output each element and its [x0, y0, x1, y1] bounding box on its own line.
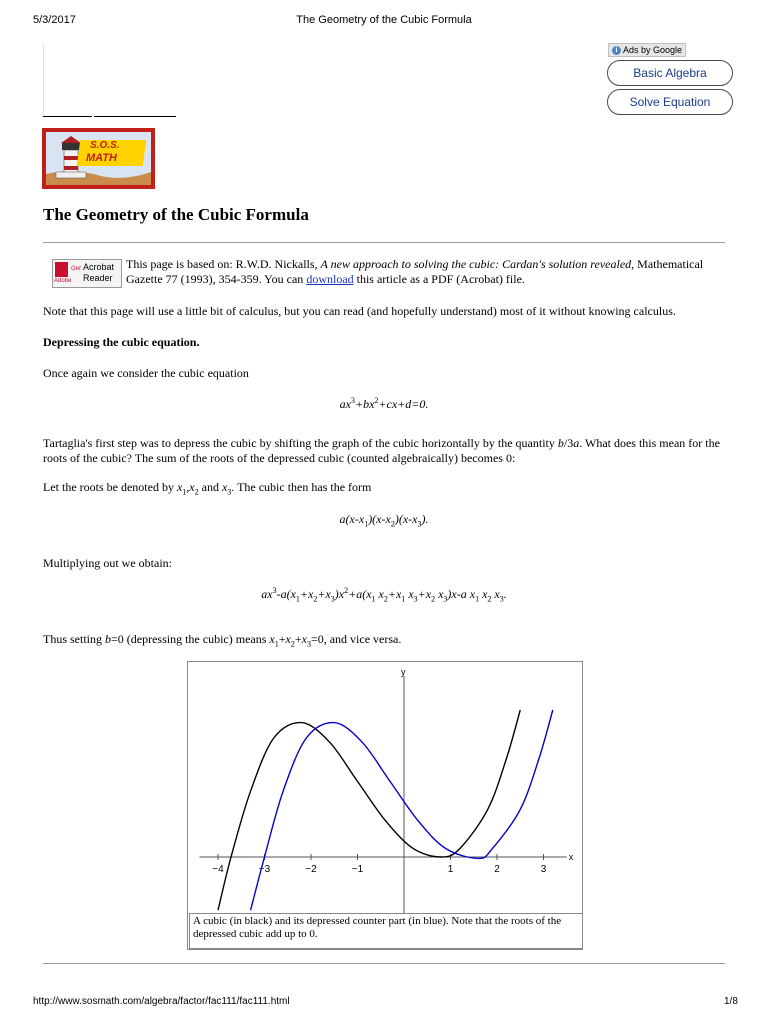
logo-text-math: MATH [86, 152, 117, 164]
paragraph-once-again: Once again we consider the cubic equation [43, 366, 249, 380]
get-label: Get [71, 266, 81, 272]
note-paragraph: Note that this page will use a little bit of calculus, but you can read (and hopefully understand) most of it without knowing calculus. [43, 304, 676, 318]
paragraph-tartaglia: Tartaglia's first step was to depress the cubic by shifting the graph of the cubic horizontally by the quantity b/3a. What does this mean for the roots of the cubic? The sum of the roots of the depressed cubic (counted algebraically) becomes 0: [43, 436, 720, 465]
logo-text-sos: S.O.S. [90, 140, 120, 151]
x-tick-label: −2 [305, 864, 317, 875]
ads-by-google-badge[interactable] [608, 43, 686, 57]
section-heading: Depressing the cubic equation. [43, 335, 200, 349]
paragraph-roots: Let the roots be denoted by $x_1,x_2$ and $x_3$. The cubic then has the form [43, 480, 372, 497]
x-tick-label: −4 [212, 864, 224, 875]
equation-factored: $a(x-x_1)(x-x_2)(x-x_3)$. [339, 512, 429, 529]
ad-basic-algebra-button[interactable]: Basic Algebra [607, 60, 733, 86]
nav-link-underline[interactable] [94, 116, 176, 117]
ads-badge-label: Ads by Google [623, 45, 683, 55]
paragraph-thus: Thus setting b=0 (depressing the cubic) means $x_1+x_2+x_3=0$, and vice versa. [43, 632, 402, 649]
y-axis-label: y [401, 667, 406, 677]
x-axis-label: x [568, 852, 574, 862]
figure-caption: A cubic (in black) and its depressed counter part (in blue). Note that the roots of the depressed cubic add up to 0. [189, 913, 583, 949]
depressed-cubic-curve-blue [251, 710, 553, 910]
info-icon: i [612, 46, 621, 55]
x-tick-label: 2 [494, 864, 500, 875]
print-header-title: The Geometry of the Cubic Formula [296, 14, 472, 26]
intro-paragraph: This page is based on: R.W.D. Nickalls, A new approach to solving the cubic: Cardan's solution revealed, Mathematical Gazette 77 (1993), 354-359. You can download this article as a PDF (Acrobat) file. [126, 257, 704, 286]
divider-vertical [43, 44, 44, 114]
paragraph-multiplying: Multiplying out we obtain: [43, 556, 172, 570]
page-title: The Geometry of the Cubic Formula [43, 205, 309, 224]
x-tick-label: −1 [351, 864, 364, 875]
sos-math-logo[interactable] [42, 128, 155, 189]
cubic-curve-black [218, 710, 520, 910]
x-tick-label: −3 [258, 864, 271, 875]
get-acrobat-reader-badge[interactable] [52, 259, 122, 288]
x-tick-label: 1 [447, 864, 454, 875]
print-footer-page: 1/8 [724, 996, 738, 1007]
divider-bottom [43, 963, 725, 964]
print-footer-url: http://www.sosmath.com/algebra/factor/fac111/fac111.html [33, 996, 290, 1007]
nav-link-underline[interactable] [43, 116, 92, 117]
print-date: 5/3/2017 [33, 14, 76, 26]
adobe-logo-icon [55, 262, 68, 277]
adobe-label: Adobe [54, 278, 72, 284]
divider [43, 242, 725, 243]
cubic-figure [187, 661, 583, 950]
equation-cubic: $ax^3+bx^2+cx+d=0$. [339, 396, 429, 411]
cubic-plot [189, 662, 581, 914]
download-link[interactable]: download [306, 272, 354, 286]
ad-solve-equation-button[interactable]: Solve Equation [607, 89, 733, 115]
equation-expanded: $ax^3-a(x_1+x_2+x_3)x^2+a(x_1$ $x_2+x_1$ $x_3+x_2$ $x_3)x-a$ $x_1$ $x_2$ $x_3$. [261, 586, 507, 604]
x-tick-label: 3 [540, 864, 547, 875]
reader-label: Reader [83, 273, 113, 283]
acrobat-label: Acrobat [83, 262, 115, 272]
